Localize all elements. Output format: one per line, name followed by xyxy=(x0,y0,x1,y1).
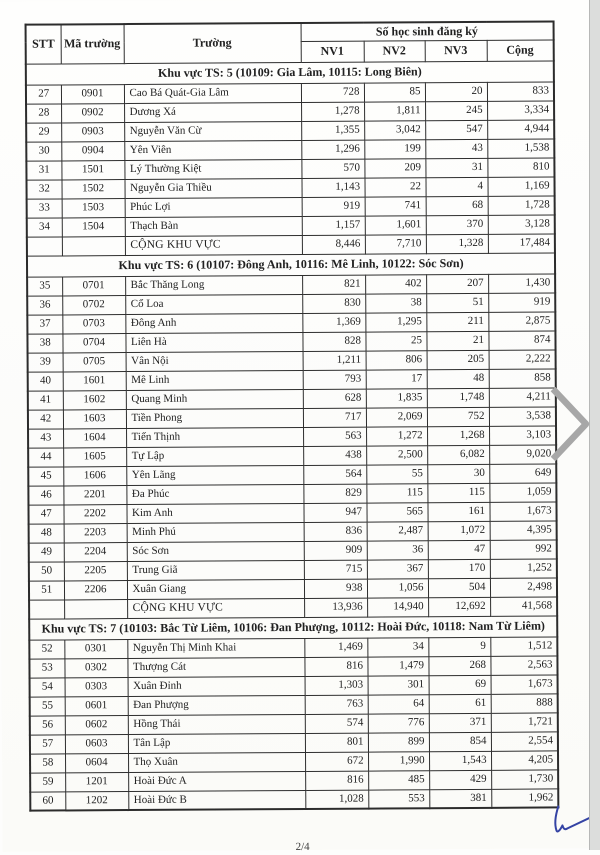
cell-school-name: Xuân Đỉnh xyxy=(128,676,305,696)
cell-stt: 29 xyxy=(26,122,61,141)
cell-nv1: 828 xyxy=(302,332,365,351)
table-body xyxy=(26,60,559,810)
cell-nv2: 367 xyxy=(367,559,428,578)
cell-total: 649 xyxy=(489,463,556,482)
cell-stt: 48 xyxy=(29,523,64,542)
cell-total: 1,169 xyxy=(487,176,554,195)
cell-nv3: 381 xyxy=(429,789,491,808)
cell-stt: 40 xyxy=(28,371,63,390)
registration-table xyxy=(25,20,560,811)
header-registered-students: Số học sinh đăng ký xyxy=(301,21,554,41)
cell-school-name: Hoài Đức B xyxy=(128,790,305,810)
cell-nv2: 115 xyxy=(366,483,427,502)
cell-stt: 51 xyxy=(29,580,64,599)
cell-nv3: 752 xyxy=(427,407,489,426)
cell-school-code xyxy=(64,599,127,618)
cell-stt: 44 xyxy=(28,447,63,466)
cell-school-code: 2201 xyxy=(63,485,126,504)
cell-nv1: 909 xyxy=(304,541,367,560)
cell-total: 4,395 xyxy=(490,520,557,539)
cell-total: 1,721 xyxy=(491,712,558,731)
cell-school-name: Đan Phượng xyxy=(128,695,305,715)
cell-nv1: 821 xyxy=(302,275,365,294)
cell-school-code: 1601 xyxy=(63,371,126,390)
cell-nv2: 1,835 xyxy=(366,388,427,407)
cell-total: 17,484 xyxy=(488,233,555,252)
cell-school-name: Vân Nội xyxy=(126,351,303,371)
cell-stt: 49 xyxy=(29,542,64,561)
cell-school-code: 1501 xyxy=(61,160,124,179)
cell-nv3: 1,268 xyxy=(427,426,489,445)
cell-stt: 43 xyxy=(28,428,63,447)
cell-stt: 32 xyxy=(26,179,61,198)
cell-nv3: 31 xyxy=(425,158,487,177)
cell-nv1: 1,469 xyxy=(304,638,367,657)
cell-school-code: 0601 xyxy=(65,696,128,715)
cell-nv1: 816 xyxy=(305,771,368,790)
cell-nv1: 8,446 xyxy=(302,235,365,254)
cell-stt: 38 xyxy=(27,333,62,352)
cell-nv3: 1,072 xyxy=(428,521,490,540)
cell-school-name: Yên Viên xyxy=(124,140,301,160)
cell-school-code: 1602 xyxy=(63,390,126,409)
cell-school-code xyxy=(62,236,125,255)
cell-nv3: 1,543 xyxy=(429,751,491,770)
cell-school-code: 0705 xyxy=(63,352,126,371)
header-nv3: NV3 xyxy=(425,40,487,61)
cell-nv1: 763 xyxy=(305,695,368,714)
cell-school-code: 0302 xyxy=(64,658,127,677)
cell-nv1: 1,369 xyxy=(302,313,365,332)
cell-nv3: 371 xyxy=(429,713,491,732)
cell-school-name: Quang Minh xyxy=(126,389,303,409)
cell-nv1: 628 xyxy=(303,389,366,408)
cell-total: 1,059 xyxy=(489,482,556,501)
cell-nv2: 1,295 xyxy=(365,312,426,331)
cell-school-code: 1502 xyxy=(61,179,124,198)
cell-total: 888 xyxy=(491,693,558,712)
cell-stt: 39 xyxy=(28,352,63,371)
cell-nv1: 938 xyxy=(304,579,367,598)
cell-school-code: 2203 xyxy=(64,523,127,542)
cell-school-code: 1606 xyxy=(63,466,126,485)
cell-total: 1,430 xyxy=(488,273,555,292)
cell-nv3: 370 xyxy=(426,215,488,234)
cell-nv3: 1,748 xyxy=(427,388,489,407)
cell-nv1: 1,028 xyxy=(305,790,368,809)
cell-nv2: 402 xyxy=(365,274,426,293)
cell-total: 2,222 xyxy=(489,349,556,368)
cell-nv1: 1,296 xyxy=(301,140,364,159)
cell-school-code: 2202 xyxy=(63,504,126,523)
cell-nv2: 806 xyxy=(366,350,427,369)
cell-school-code: 2205 xyxy=(64,561,127,580)
header-school-name: Trường xyxy=(124,23,301,63)
cell-nv1: 1,211 xyxy=(303,351,366,370)
cell-nv1: 570 xyxy=(301,159,364,178)
cell-total: 3,103 xyxy=(489,425,556,444)
cell-nv3: 547 xyxy=(425,120,487,139)
cell-stt: 59 xyxy=(30,772,65,791)
cell-stt: 50 xyxy=(29,561,64,580)
cell-total: 2,563 xyxy=(490,655,557,674)
cell-school-code: 1604 xyxy=(63,428,126,447)
cell-school-name: Tự Lập xyxy=(126,446,303,466)
table-header xyxy=(26,21,554,63)
cell-nv2: 22 xyxy=(364,177,425,196)
header-school-code: Mã trường xyxy=(61,24,124,63)
cell-stt: 42 xyxy=(28,409,63,428)
cell-total: 2,498 xyxy=(490,577,557,596)
cell-nv1: 793 xyxy=(303,370,366,389)
cell-total: 1,728 xyxy=(488,195,555,214)
cell-nv3: 9 xyxy=(428,637,490,656)
cell-nv1: 1,143 xyxy=(301,178,364,197)
cell-school-name: Kim Anh xyxy=(126,503,303,523)
cell-nv2: 1,479 xyxy=(367,656,428,675)
cell-nv3: 68 xyxy=(426,196,488,215)
cell-stt: 56 xyxy=(30,715,65,734)
cell-stt: 47 xyxy=(28,504,63,523)
cell-total: 1,252 xyxy=(490,558,557,577)
cell-school-name: Yên Lãng xyxy=(126,465,303,485)
cell-stt: 30 xyxy=(26,141,61,160)
cell-school-name: Tân Lập xyxy=(128,733,305,753)
cell-school-name: Đông Anh xyxy=(125,313,302,333)
cell-nv1: 672 xyxy=(305,752,368,771)
cell-total: 1,538 xyxy=(487,138,554,157)
cell-nv1: 564 xyxy=(303,465,366,484)
cell-nv3: 4 xyxy=(425,177,487,196)
cell-nv3: 47 xyxy=(428,540,490,559)
cell-school-name: Tiến Thịnh xyxy=(126,427,303,447)
cell-school-name: Minh Phú xyxy=(127,522,304,542)
page-number: 2/4 xyxy=(295,840,310,854)
cell-nv1: 563 xyxy=(303,427,366,446)
cell-nv2: 1,990 xyxy=(368,751,429,770)
cell-nv3: 61 xyxy=(429,694,491,713)
cell-total: 3,128 xyxy=(488,214,555,233)
cell-nv1: 574 xyxy=(305,714,368,733)
cell-stt: 52 xyxy=(29,639,64,658)
cell-stt: 34 xyxy=(27,217,62,236)
table-row xyxy=(30,788,558,810)
cell-nv3: 20 xyxy=(425,82,487,101)
cell-nv3: 429 xyxy=(429,770,491,789)
cell-total: 1,962 xyxy=(491,788,558,807)
cell-nv3: 21 xyxy=(426,331,488,350)
cell-nv1: 13,936 xyxy=(304,598,367,617)
cell-school-code: 0701 xyxy=(62,276,125,295)
cell-school-code: 0301 xyxy=(64,639,127,658)
cell-nv2: 2,487 xyxy=(367,521,428,540)
cell-nv2: 38 xyxy=(365,293,426,312)
cell-nv2: 7,710 xyxy=(365,234,426,253)
cell-stt: 36 xyxy=(27,295,62,314)
cell-nv2: 565 xyxy=(366,502,427,521)
total-label: CỘNG KHU VỰC xyxy=(125,235,302,255)
cell-total: 41,568 xyxy=(490,596,557,615)
cell-school-name: Trung Giã xyxy=(127,560,304,580)
cell-stt: 27 xyxy=(26,84,61,103)
cell-nv3: 211 xyxy=(426,312,488,331)
cell-nv1: 1,355 xyxy=(301,121,364,140)
cell-total: 810 xyxy=(487,157,554,176)
cell-total: 2,875 xyxy=(488,311,555,330)
cell-school-code: 0703 xyxy=(62,314,125,333)
cell-total: 1,730 xyxy=(491,769,558,788)
cell-nv2: 3,042 xyxy=(364,120,425,139)
cell-school-code: 1504 xyxy=(62,217,125,236)
cell-nv1: 1,278 xyxy=(301,102,364,121)
cell-nv1: 801 xyxy=(305,733,368,752)
cell-nv1: 829 xyxy=(303,484,366,503)
cell-total: 3,538 xyxy=(489,406,556,425)
cell-school-code: 1603 xyxy=(63,409,126,428)
cell-total: 1,512 xyxy=(490,636,557,655)
cell-school-name: Lý Thường Kiệt xyxy=(124,159,301,179)
cell-total: 833 xyxy=(487,81,554,100)
cell-nv3: 161 xyxy=(427,502,489,521)
cell-stt: 57 xyxy=(30,734,65,753)
cell-total: 2,554 xyxy=(491,731,558,750)
cell-nv2: 485 xyxy=(368,770,429,789)
cell-school-name: Cổ Loa xyxy=(125,294,302,314)
cell-school-name: Nguyễn Gia Thiều xyxy=(124,178,301,198)
cell-nv2: 36 xyxy=(367,540,428,559)
cell-nv1: 1,303 xyxy=(305,676,368,695)
cell-total: 4,944 xyxy=(487,119,554,138)
cell-nv2: 17 xyxy=(366,369,427,388)
cell-nv2: 553 xyxy=(368,789,429,808)
cell-nv3: 69 xyxy=(429,675,491,694)
cell-stt xyxy=(27,236,62,255)
cell-stt: 35 xyxy=(27,276,62,295)
cell-nv3: 207 xyxy=(426,274,488,293)
cell-nv3: 12,692 xyxy=(428,597,490,616)
cell-nv2: 1,272 xyxy=(366,426,427,445)
cell-school-name: Nguyễn Văn Cừ xyxy=(124,121,301,141)
cell-school-name: Cao Bá Quát-Gia Lâm xyxy=(124,83,301,103)
cell-nv2: 2,069 xyxy=(366,407,427,426)
cell-school-name: Xuân Giang xyxy=(127,579,304,599)
cell-school-code: 0303 xyxy=(65,677,128,696)
cell-stt: 37 xyxy=(27,314,62,333)
cell-nv3: 854 xyxy=(429,732,491,751)
cell-nv2: 85 xyxy=(364,82,425,101)
cell-school-code: 0902 xyxy=(61,103,124,122)
cell-nv2: 776 xyxy=(368,713,429,732)
cell-nv3: 268 xyxy=(428,656,490,675)
cell-school-name: Thượng Cát xyxy=(127,657,304,677)
cell-nv1: 1,157 xyxy=(302,216,365,235)
cell-nv3: 205 xyxy=(427,350,489,369)
cell-nv1: 438 xyxy=(303,446,366,465)
cell-school-name: Đa Phúc xyxy=(126,484,303,504)
cell-stt: 45 xyxy=(28,466,63,485)
cell-nv2: 34 xyxy=(367,637,428,656)
cell-total: 4,205 xyxy=(491,750,558,769)
cell-nv2: 55 xyxy=(366,464,427,483)
cell-nv3: 6,082 xyxy=(427,445,489,464)
cell-total: 919 xyxy=(488,292,555,311)
cell-school-name: Hồng Thái xyxy=(128,714,305,734)
cell-school-code: 1202 xyxy=(65,791,128,810)
cell-stt: 55 xyxy=(30,696,65,715)
cell-nv2: 2,500 xyxy=(366,445,427,464)
cell-nv1: 836 xyxy=(304,522,367,541)
cell-school-code: 2206 xyxy=(64,580,127,599)
header-nv2: NV2 xyxy=(364,40,425,61)
cell-nv2: 25 xyxy=(365,331,426,350)
next-page-chevron-icon[interactable] xyxy=(547,383,595,465)
cell-total: 1,673 xyxy=(489,501,556,520)
cell-school-name: Dương Xá xyxy=(124,102,301,122)
total-label: CỘNG KHU VỰC xyxy=(127,598,304,618)
cell-nv1: 816 xyxy=(304,657,367,676)
header-cong: Cộng xyxy=(487,39,554,60)
cell-nv3: 48 xyxy=(427,369,489,388)
cell-nv3: 30 xyxy=(427,464,489,483)
cell-stt: 54 xyxy=(30,677,65,696)
cell-nv3: 245 xyxy=(425,101,487,120)
cell-nv2: 1,601 xyxy=(365,215,426,234)
cell-school-name: Phúc Lợi xyxy=(125,197,302,217)
cell-nv2: 1,811 xyxy=(364,101,425,120)
cell-school-code: 1605 xyxy=(63,447,126,466)
cell-stt: 33 xyxy=(27,198,62,217)
cell-nv3: 51 xyxy=(426,293,488,312)
cell-total: 9,020 xyxy=(489,444,556,463)
cell-school-name: Thọ Xuân xyxy=(128,752,305,772)
cell-nv2: 741 xyxy=(365,196,426,215)
cell-school-name: Nguyễn Thị Minh Khai xyxy=(127,638,304,658)
cell-stt: 60 xyxy=(30,791,65,810)
cell-school-code: 0903 xyxy=(61,122,124,141)
cell-stt: 46 xyxy=(28,485,63,504)
section-title: Khu vực TS: 6 (10107: Đông Anh, 10116: Mê Linh, 10122: Sóc Sơn) xyxy=(27,252,555,276)
cell-total: 858 xyxy=(489,368,556,387)
cell-school-code: 0704 xyxy=(62,333,125,352)
cell-school-code: 0603 xyxy=(65,734,128,753)
cell-school-code: 1503 xyxy=(62,198,125,217)
cell-total: 3,334 xyxy=(487,100,554,119)
cell-nv2: 209 xyxy=(364,158,425,177)
cell-school-name: Mê Linh xyxy=(126,370,303,390)
cell-stt: 41 xyxy=(28,390,63,409)
cell-school-name: Bắc Thăng Long xyxy=(125,275,302,295)
cell-school-code: 0702 xyxy=(62,295,125,314)
cell-nv3: 1,328 xyxy=(426,234,488,253)
cell-nv3: 43 xyxy=(425,139,487,158)
section-title: Khu vực TS: 5 (10109: Gia Lâm, 10115: Long Biên) xyxy=(26,60,554,84)
cell-nv1: 728 xyxy=(301,83,364,102)
cell-school-code: 2204 xyxy=(64,542,127,561)
cell-school-code: 0604 xyxy=(65,753,128,772)
cell-nv1: 947 xyxy=(303,503,366,522)
cell-school-code: 0904 xyxy=(61,141,124,160)
cell-school-name: Sóc Sơn xyxy=(127,541,304,561)
cell-nv3: 504 xyxy=(428,578,490,597)
cell-nv1: 830 xyxy=(302,294,365,313)
cell-stt: 31 xyxy=(26,160,61,179)
cell-nv1: 717 xyxy=(303,408,366,427)
cell-nv1: 919 xyxy=(302,197,365,216)
cell-school-name: Thạch Bàn xyxy=(125,216,302,236)
cell-total: 874 xyxy=(488,330,555,349)
cell-school-name: Hoài Đức A xyxy=(128,771,305,791)
cell-nv2: 14,940 xyxy=(367,597,428,616)
cell-nv3: 170 xyxy=(428,559,490,578)
cell-nv1: 715 xyxy=(304,560,367,579)
header-nv1: NV1 xyxy=(301,41,364,62)
section-title: Khu vực TS: 7 (10103: Bắc Từ Liêm, 10106: Đan Phượng, 10112: Hoài Đức, 10118: Nam Từ Liêm) xyxy=(29,615,557,639)
cell-stt: 53 xyxy=(29,658,64,677)
cell-stt: 28 xyxy=(26,103,61,122)
cell-nv2: 64 xyxy=(368,694,429,713)
cell-total: 992 xyxy=(490,539,557,558)
cell-nv2: 899 xyxy=(368,732,429,751)
cell-nv3: 115 xyxy=(427,483,489,502)
cell-total: 1,673 xyxy=(491,674,558,693)
cell-stt: 58 xyxy=(30,753,65,772)
cell-nv2: 199 xyxy=(364,139,425,158)
cell-school-code: 0602 xyxy=(65,715,128,734)
cell-school-name: Liên Hà xyxy=(125,332,302,352)
header-stt: STT xyxy=(26,24,61,63)
cell-school-code: 0901 xyxy=(61,84,124,103)
cell-school-name: Tiền Phong xyxy=(126,408,303,428)
cell-stt xyxy=(29,599,64,618)
cell-nv2: 301 xyxy=(368,675,429,694)
cell-total: 4,211 xyxy=(489,387,556,406)
cell-nv2: 1,056 xyxy=(367,578,428,597)
cell-school-code: 1201 xyxy=(65,772,128,791)
